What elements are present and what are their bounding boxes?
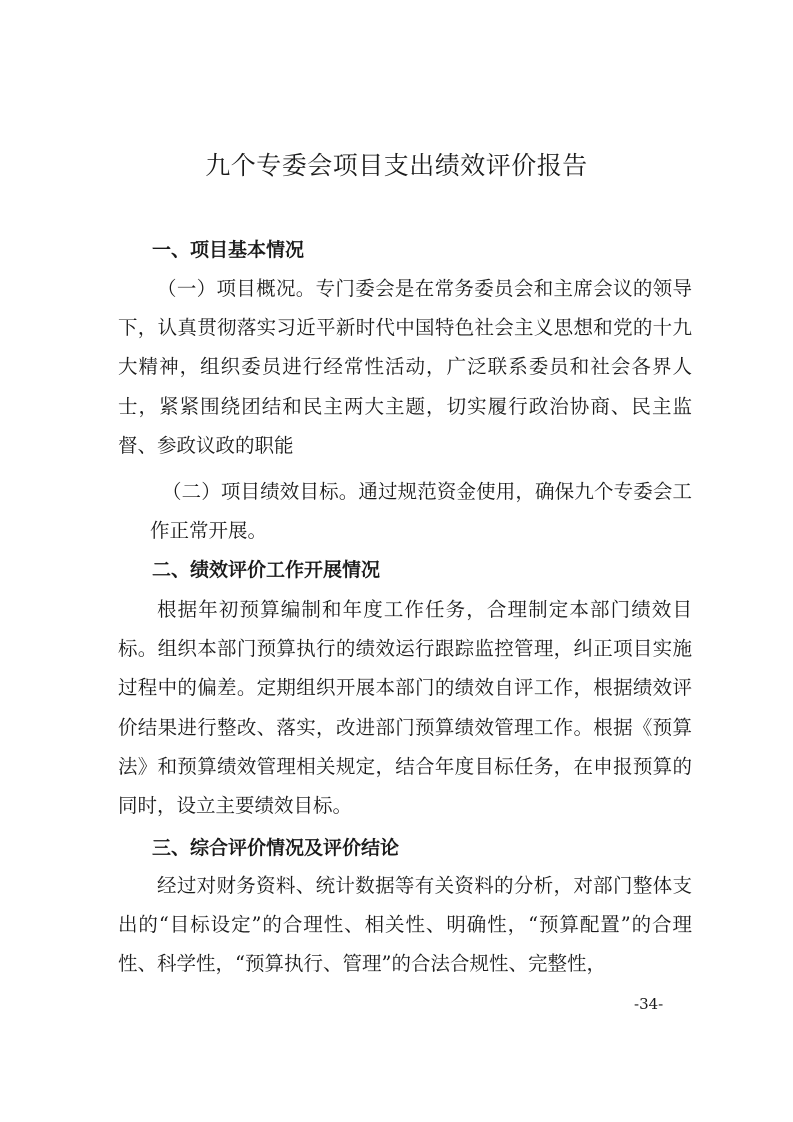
section2-paragraph: 根据年初预算编制和年度工作任务，合理制定本部门绩效目标。组织本部门预算执行的绩效运行跟踪监控管理，纠正项目实施过程中的偏差。定期组织开展本部门的绩效自评工作，根据绩效评价结果进行整改、落实，改进部门预算绩效管理工作。根据《预算法》和预算绩效管理相关规定，结合年度目标任务，在申报预算的同时，设立主要绩效目标。 <box>118 598 692 818</box>
section-heading-3: 三、综合评价情况及评价结论 <box>152 837 400 859</box>
section-heading-2: 二、绩效评价工作开展情况 <box>152 559 381 581</box>
page-number: -34- <box>634 995 664 1013</box>
section-heading-1: 一、项目基本情况 <box>152 239 305 261</box>
section1-paragraph-overview: （一）项目概况。专门委会是在常务委员会和主席会议的领导下，认真贯彻落实习近平新时代中国特色社会主义思想和党的十九大精神，组织委员进行经常性活动，广泛联系委员和社会各界人士，紧紧围绕团结和民主两大主题，切实履行政治协商、民主监督、参政议政的职能 <box>118 277 692 457</box>
document-title: 九个专委会项目支出绩效评价报告 <box>205 151 588 180</box>
section1-paragraph-goals: （二）项目绩效目标。通过规范资金使用，确保九个专委会工作正常开展。 <box>150 480 692 543</box>
section3-paragraph: 经过对财务资料、统计数据等有关资料的分析，对部门整体支出的“目标设定”的合理性、相关性、明确性，“预算配置”的合理性、科学性，“预算执行、管理”的合法合规性、完整性， <box>118 874 692 976</box>
